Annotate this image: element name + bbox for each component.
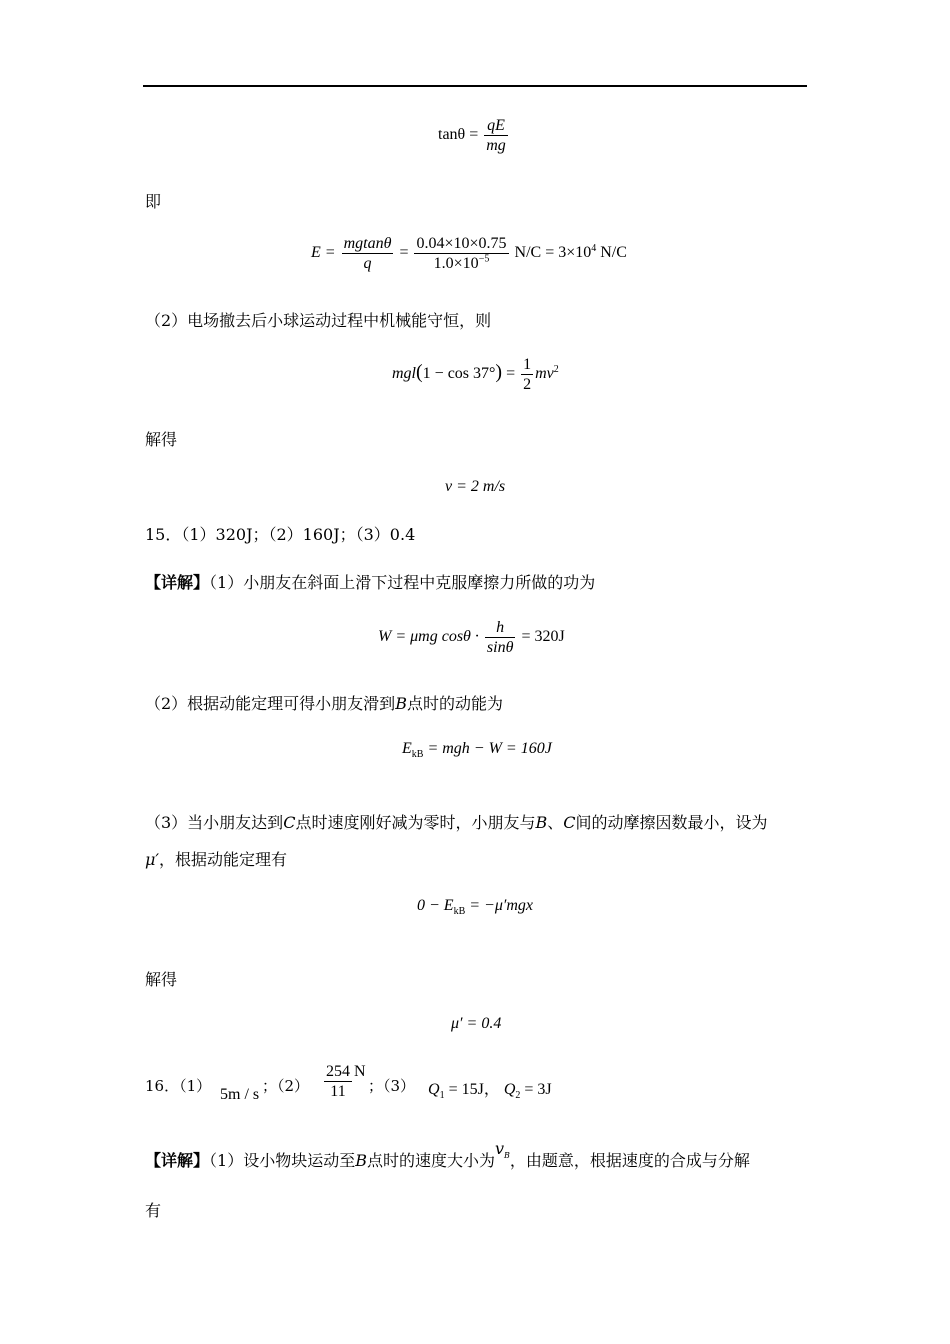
- text-jiede-2: 解得: [145, 970, 178, 989]
- header-rule: [143, 85, 807, 87]
- equation-zero: [417, 896, 533, 916]
- eq-energy-rparen: ): [495, 361, 503, 384]
- eq-E-frac2: [414, 234, 508, 273]
- eq-E-rest-post: N/C: [596, 244, 627, 262]
- eq-Ek-E: E: [402, 740, 412, 757]
- eq-E-equals: =: [399, 244, 409, 262]
- eq-zero-sub: kB: [453, 906, 466, 918]
- detail-16-vB: [494, 1139, 510, 1161]
- eq-E-rest-pre: N/C = 3×10: [514, 244, 592, 262]
- eq-E-frac1-den: q: [363, 255, 372, 272]
- text-15-part3-e: 、: [547, 813, 564, 832]
- detail-16-vB-sub: B: [504, 1151, 510, 1161]
- text-15-part3-b: C: [283, 813, 296, 832]
- answer-16-q1: Q: [428, 1081, 440, 1098]
- eq-energy-inner: 1 − cos 37°: [422, 365, 496, 383]
- eq-W-lhs: W = μmg cosθ ·: [378, 628, 479, 646]
- answer-16-frac: [324, 1062, 352, 1101]
- text-jiede-1: 解得: [145, 430, 178, 449]
- answer-16-q2: Q: [503, 1081, 516, 1098]
- eq-E-frac2-den-exp: −5: [478, 253, 490, 265]
- answer-16-label: 16．（1）: [145, 1077, 212, 1095]
- detail-15-bracket: 【详解】: [145, 573, 210, 592]
- equation-tan-theta: [438, 116, 510, 155]
- eq-tan-num: qE: [484, 116, 508, 136]
- detail-16-v: v: [494, 1139, 505, 1158]
- eq-E-rest-exp: 4: [591, 242, 597, 254]
- text-you: 有: [145, 1201, 162, 1220]
- text-15-part3-g: 间的动摩擦因数最小，设为: [575, 813, 768, 832]
- answer-16-q1-val: = 15J: [444, 1081, 484, 1098]
- eq-E-frac2-den: [414, 254, 508, 273]
- answer-16-q2-sub: 2: [515, 1090, 521, 1102]
- answer-16-q1-sub: 1: [439, 1090, 445, 1102]
- eq-E-frac1-num: mgtanθ: [343, 235, 392, 252]
- eq-tan-den: mg: [486, 137, 506, 154]
- detail-16-d: ，由题意，根据速度的合成与分解: [509, 1151, 750, 1170]
- answer-16-q2-val: = 3J: [520, 1081, 552, 1098]
- answer-16-den: 11: [330, 1083, 346, 1100]
- eq-E-frac2-den-base: 1.0×10: [433, 255, 479, 272]
- eq-energy-lparen: (: [416, 361, 423, 384]
- detail-16-a: （1）设小物块运动至: [209, 1151, 356, 1170]
- answer-16-sep2: ；（3）: [368, 1077, 416, 1095]
- answer-16-fraction: [322, 1062, 366, 1101]
- eq-Ek-sub: kB: [411, 749, 424, 761]
- eq-energy-half: [521, 355, 533, 394]
- text-15-part3-f: C: [563, 813, 576, 832]
- eq-energy-mgl: mgl: [392, 365, 416, 383]
- text-15-part3-a: （3）当小朋友达到: [145, 813, 284, 832]
- detail-16-b: B: [355, 1151, 367, 1170]
- answer-15: 15．（1）320J；（2）160J；（3）0.4: [145, 525, 416, 544]
- text-15-part2: [145, 694, 503, 714]
- text-15-part2-a: （2）根据动能定理可得小朋友滑到: [145, 694, 396, 713]
- equation-v: v = 2 m/s: [445, 478, 506, 495]
- text-15-part3-c: 点时速度刚好减为零时，小朋友与: [295, 813, 536, 832]
- eq-zero-post: = −μ′mgx: [465, 897, 534, 914]
- equation-mu: μ′ = 0.4: [451, 1015, 502, 1032]
- eq-energy-half-num: 1: [523, 356, 532, 373]
- text-15-part2-c: 点时的动能为: [406, 694, 503, 713]
- eq-energy-equals: =: [506, 365, 516, 383]
- eq-W-den: sinθ: [486, 639, 514, 656]
- text-15-part3: [145, 813, 768, 833]
- answer-16-unit: N: [354, 1063, 366, 1081]
- answer-16-num: 254: [326, 1063, 350, 1080]
- eq-zero-pre: 0 − E: [417, 897, 454, 914]
- eq-E-frac2-num: 0.04×10×0.75: [416, 235, 507, 252]
- text-ji: 即: [145, 192, 162, 211]
- text-15-part3-d: B: [535, 813, 548, 832]
- eq-W-num: h: [485, 618, 516, 638]
- text-mu-line: [145, 850, 287, 870]
- detail-15-line1: [145, 573, 595, 593]
- eq-Ek-rest: = mgh − W = 160J: [423, 740, 552, 757]
- eq-E-frac1: [342, 234, 394, 273]
- eq-tan-fraction: [484, 116, 508, 155]
- eq-E-lhs: E =: [311, 244, 336, 262]
- eq-energy-exp: 2: [553, 363, 559, 375]
- answer-16-sep1: ；（2）: [262, 1077, 310, 1095]
- detail-16-line1: [145, 1139, 750, 1171]
- eq-W-fraction: [485, 618, 516, 657]
- equation-W: [378, 618, 565, 657]
- eq-energy-mv: mv: [535, 365, 554, 383]
- text-part2: （2）电场撤去后小球运动过程中机械能守恒，则: [145, 311, 492, 330]
- eq-energy-half-den: 2: [523, 376, 532, 393]
- eq-tan-lhs: tanθ =: [438, 126, 479, 144]
- text-15-part2-b: B: [395, 694, 407, 713]
- detail-16-bracket: 【详解】: [145, 1151, 210, 1170]
- eq-W-rhs: = 320J: [521, 628, 565, 646]
- equation-Ek: [402, 739, 552, 759]
- detail-15-text: （1）小朋友在斜面上滑下过程中克服摩擦力所做的功为: [209, 573, 596, 592]
- text-mu-symbol: μ′: [145, 850, 160, 869]
- answer-16-a1: 5m / s: [220, 1086, 260, 1103]
- equation-E: [311, 234, 627, 273]
- detail-16-c: 点时的速度大小为: [366, 1151, 495, 1170]
- equation-energy: [392, 355, 559, 394]
- text-mu-rest: ，根据动能定理有: [159, 850, 288, 869]
- answer-16-q: [428, 1080, 552, 1100]
- answer-16-comma: ，: [483, 1081, 500, 1098]
